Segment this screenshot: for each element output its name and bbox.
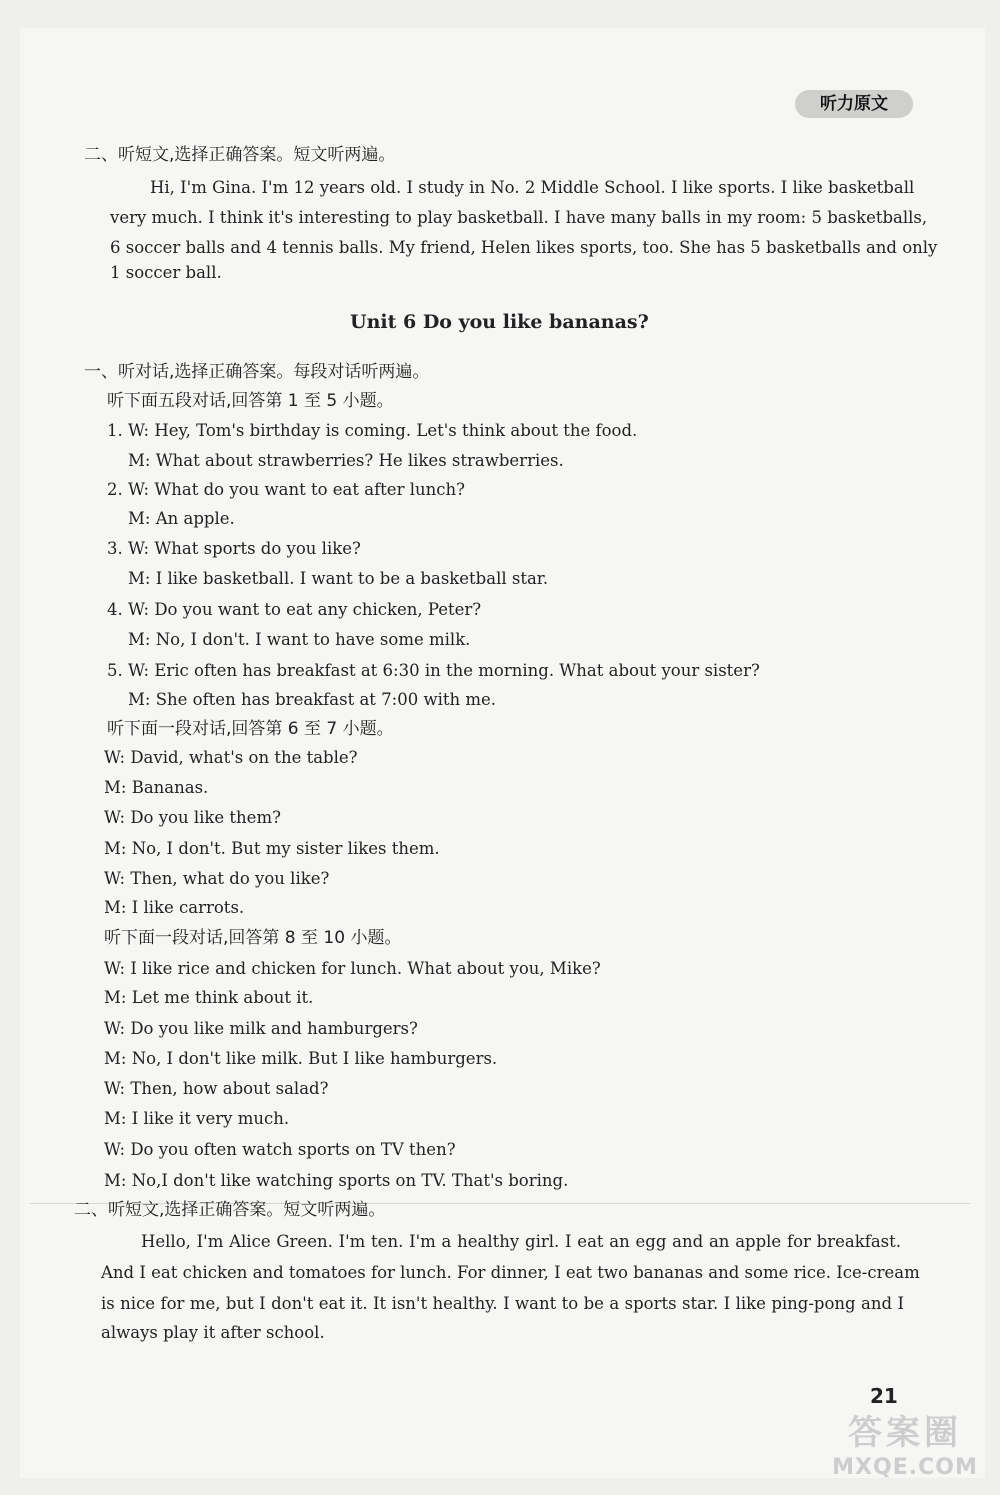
dialogue-line: 1. W: Hey, Tom's birthday is coming. Let's think about the food. xyxy=(107,421,638,440)
passage-line: 6 soccer balls and 4 tennis balls. My friend, Helen likes sports, too. She has 5 basketballs and only xyxy=(110,238,938,257)
dialogue-line: W: David, what's on the table? xyxy=(104,748,358,767)
passage-line: Hi, I'm Gina. I'm 12 years old. I study in No. 2 Middle School. I like sports. I like basketball xyxy=(150,178,915,197)
group-instruction: 听下面一段对话,回答第 6 至 7 小题。 xyxy=(107,719,394,739)
passage-line: always play it after school. xyxy=(101,1323,325,1342)
passage-line: 1 soccer ball. xyxy=(110,263,222,282)
section-tag: 听力原文 xyxy=(795,90,913,118)
watermark-url: MXQE.COM xyxy=(832,1455,978,1480)
dialogue-line: M: No, I don't. But my sister likes them. xyxy=(104,839,440,858)
group-instruction: 听下面一段对话,回答第 8 至 10 小题。 xyxy=(104,928,402,948)
dialogue-line: M: No, I don't. I want to have some milk. xyxy=(128,630,471,649)
dialogue-line: M: I like basketball. I want to be a basketball star. xyxy=(128,569,549,588)
page-number: 21 xyxy=(870,1384,898,1408)
group-instruction: 听下面五段对话,回答第 1 至 5 小题。 xyxy=(107,391,394,411)
dialogue-line: M: Let me think about it. xyxy=(104,988,314,1007)
part-heading: 二、听短文,选择正确答案。短文听两遍。 xyxy=(74,1200,386,1220)
dialogue-line: M: Bananas. xyxy=(104,778,209,797)
dialogue-line: W: Do you like milk and hamburgers? xyxy=(104,1019,418,1038)
dialogue-line: W: I like rice and chicken for lunch. What about you, Mike? xyxy=(104,959,601,978)
dialogue-line: 3. W: What sports do you like? xyxy=(107,539,361,558)
dialogue-line: W: Then, how about salad? xyxy=(104,1079,329,1098)
passage-line: And I eat chicken and tomatoes for lunch. For dinner, I eat two bananas and some rice. Ice-cream xyxy=(101,1263,920,1282)
dialogue-line: 4. W: Do you want to eat any chicken, Peter? xyxy=(107,600,482,619)
unit-title: Unit 6 Do you like bananas? xyxy=(350,311,649,333)
dialogue-line: M: She often has breakfast at 7:00 with me. xyxy=(128,690,497,709)
dialogue-line: M: I like it very much. xyxy=(104,1109,290,1128)
watermark-text: 答案圈 xyxy=(848,1413,962,1453)
dialogue-line: M: No,I don't like watching sports on TV. That's boring. xyxy=(104,1171,569,1190)
dialogue-line: M: An apple. xyxy=(128,509,235,528)
watermark-logo xyxy=(820,1412,990,1490)
passage-line: very much. I think it's interesting to play basketball. I have many balls in my room: 5 basketballs, xyxy=(110,208,928,227)
section-heading: 二、听短文,选择正确答案。短文听两遍。 xyxy=(84,145,396,165)
dialogue-line: M: I like carrots. xyxy=(104,898,245,917)
dialogue-line: M: What about strawberries? He likes strawberries. xyxy=(128,451,564,470)
dialogue-line: M: No, I don't like milk. But I like hamburgers. xyxy=(104,1049,498,1068)
part-heading: 一、听对话,选择正确答案。每段对话听两遍。 xyxy=(84,362,430,382)
dialogue-line: W: Do you like them? xyxy=(104,808,281,827)
dialogue-line: W: Do you often watch sports on TV then? xyxy=(104,1140,456,1159)
dialogue-line: W: Then, what do you like? xyxy=(104,869,330,888)
passage-line: is nice for me, but I don't eat it. It isn't healthy. I want to be a sports star. I like ping-pong and I xyxy=(101,1294,904,1313)
dialogue-line: 5. W: Eric often has breakfast at 6:30 in the morning. What about your sister? xyxy=(107,661,760,680)
dialogue-line: 2. W: What do you want to eat after lunch? xyxy=(107,480,465,499)
passage-line: Hello, I'm Alice Green. I'm ten. I'm a healthy girl. I eat an egg and an apple for breakfast. xyxy=(141,1232,901,1251)
